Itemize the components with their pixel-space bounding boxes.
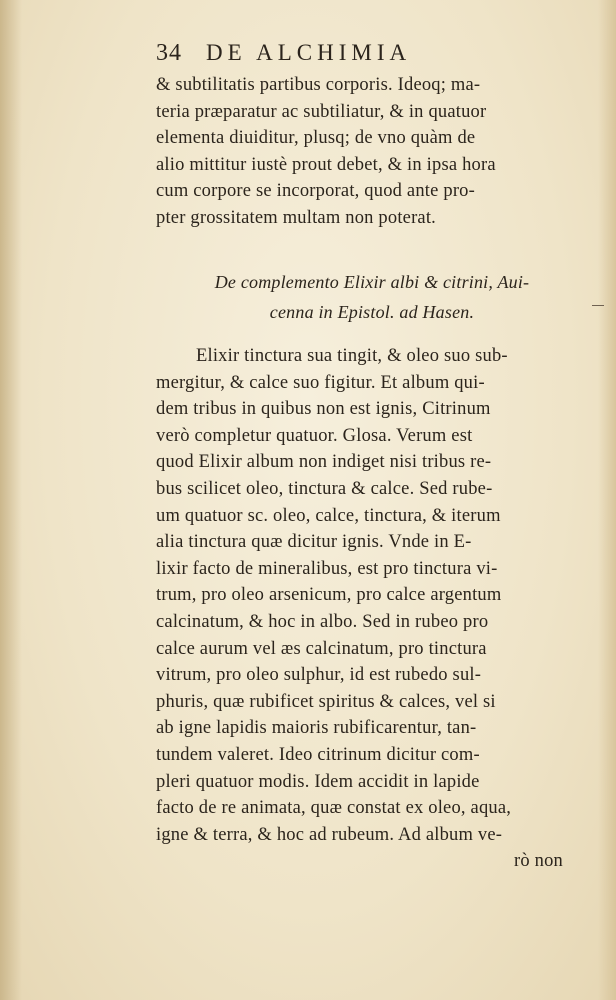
margin-mark	[592, 305, 604, 306]
paragraph-2	[156, 343, 588, 875]
running-head: DE ALCHIMIA	[206, 40, 412, 65]
text-line: vitrum, pro oleo sulphur, id est rubedo sul-	[156, 665, 482, 686]
page-edge-shadow	[598, 0, 616, 1000]
section-heading	[156, 267, 588, 327]
page-number: 34	[156, 40, 182, 66]
text-line: dem tribus in quibus non est ignis, Citrinum	[156, 399, 491, 420]
text-line: igne & terra, & hoc ad rubeum. Ad album ve-	[156, 824, 503, 845]
text-line: alia tinctura quæ dicitur ignis. Vnde in E-	[156, 532, 472, 553]
text-line: calce aurum vel æs calcinatum, pro tinctura	[156, 638, 487, 659]
text-line: alio mittitur iustè prout debet, & in ipsa hora	[156, 154, 496, 175]
text-line: elementa diuiditur, plusq; de vno quàm de	[156, 128, 476, 149]
text-line: cum corpore se incorporat, quod ante pro-	[156, 181, 475, 202]
text-line: verò completur quatuor. Glosa. Verum est	[156, 425, 473, 446]
text-line: phuris, quæ rubificet spiritus & calces, vel si	[156, 691, 496, 712]
text-line: quod Elixir album non indiget nisi tribus re-	[156, 452, 492, 473]
text-line: ab igne lapidis maioris rubificarentur, tan-	[156, 718, 477, 739]
text-line: um quatuor sc. oleo, calce, tinctura, & iterum	[156, 505, 501, 526]
page-gutter-shadow	[0, 0, 22, 1000]
catchword: rò non	[514, 851, 563, 872]
text-line: pleri quatuor modis. Idem accidit in lapide	[156, 771, 480, 792]
text-line: teria præparatur ac subtiliatur, & in quatuor	[156, 101, 487, 122]
text-line: bus scilicet oleo, tinctura & calce. Sed rube-	[156, 478, 493, 499]
text-line: & subtilitatis partibus corporis. Ideoq; ma-	[156, 75, 481, 95]
heading-line: De complemento Elixir albi & citrini, Aui-	[214, 272, 530, 292]
text-line: pter grossitatem multam non poterat.	[156, 207, 437, 228]
text-line: lixir facto de mineralibus, est pro tinctura vi-	[156, 558, 498, 579]
text-line: trum, pro oleo arsenicum, pro calce argentum	[156, 585, 502, 606]
text-line: facto de re animata, quæ constat ex oleo, aqua,	[156, 798, 512, 819]
page-header	[156, 40, 556, 70]
heading-line: cenna in Epistol. ad Hasen.	[269, 302, 475, 322]
text-line: Elixir tinctura sua tingit, & oleo suo sub-	[196, 346, 508, 366]
text-line: tundem valeret. Ideo citrinum dicitur com-	[156, 744, 480, 765]
text-line: mergitur, & calce suo figitur. Et album qui-	[156, 372, 485, 393]
text-line: calcinatum, & hoc in albo. Sed in rubeo pro	[156, 611, 489, 632]
paragraph-1	[156, 72, 588, 232]
